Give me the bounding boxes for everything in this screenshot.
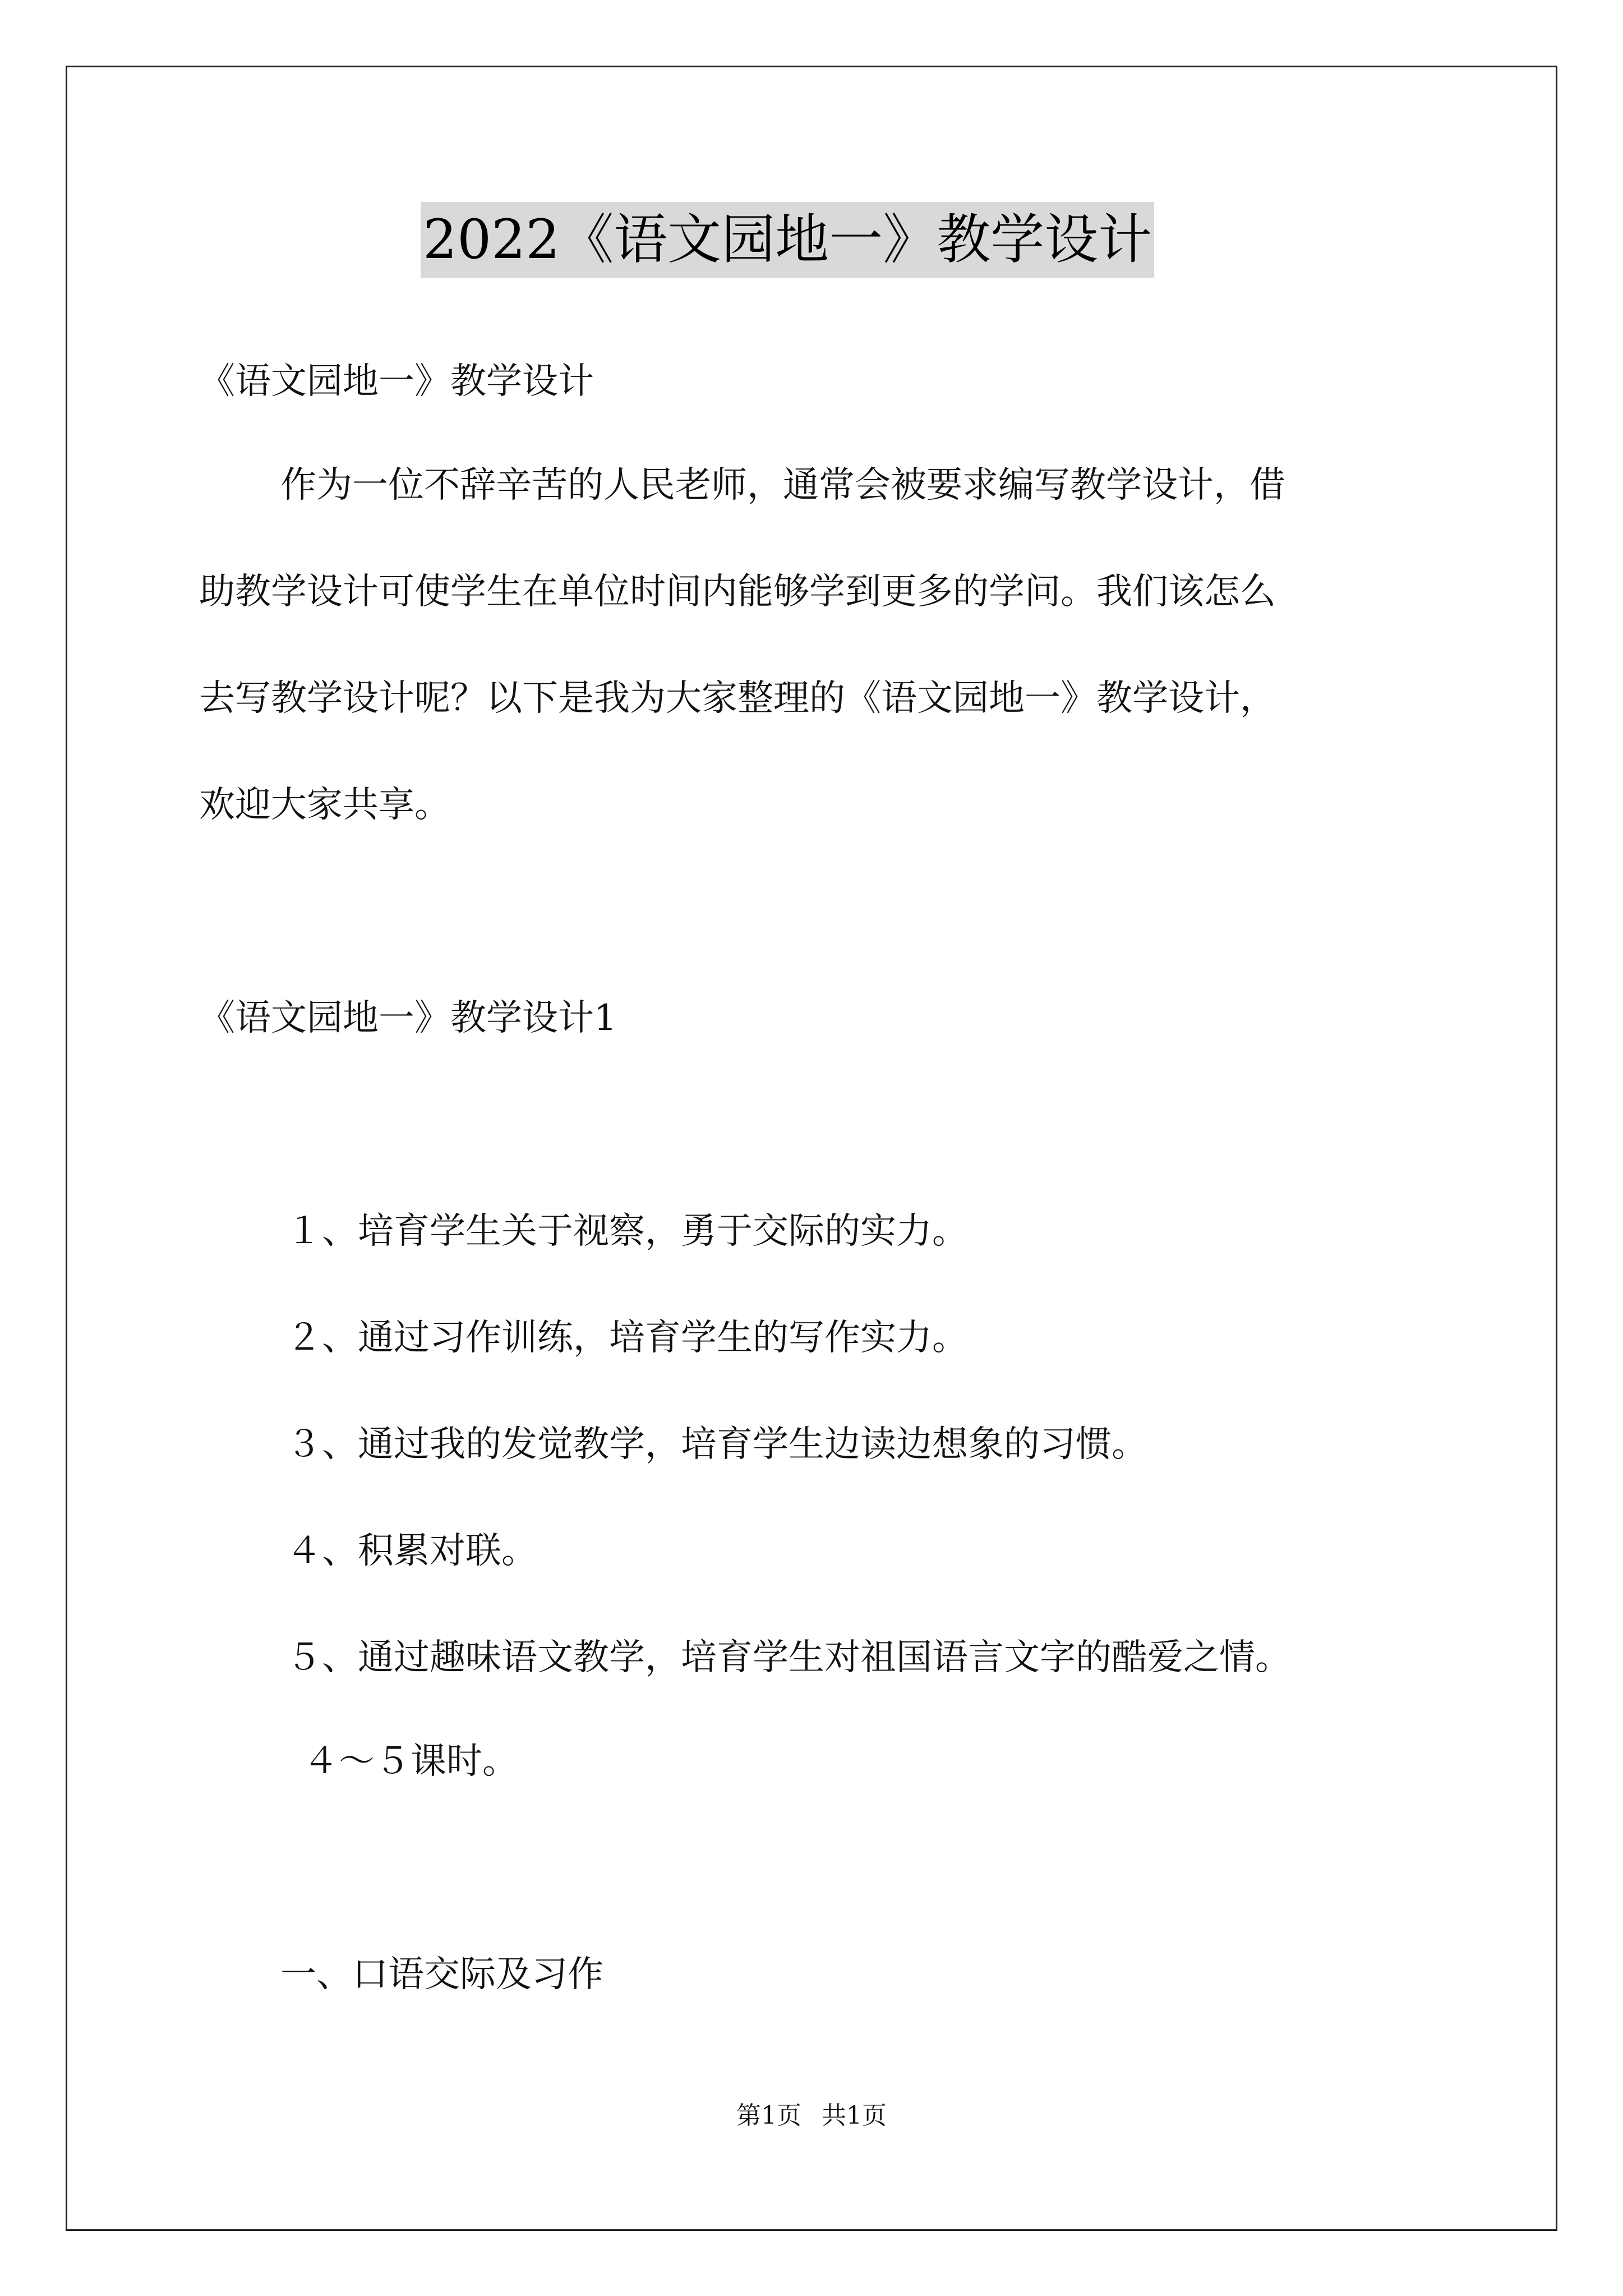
intro-line-3: 去写教学设计呢？以下是我为大家整理的《语文园地一》教学设计， xyxy=(199,678,1276,719)
page-footer xyxy=(0,2095,1623,2131)
goal-item-4: ４、积累对联。 xyxy=(286,1530,537,1572)
intro-line-2: 助教学设计可使学生在单位时间内能够学到更多的学问。我们该怎么 xyxy=(199,571,1276,613)
section-heading: 《语文园地一》教学设计1 xyxy=(199,997,617,1039)
goal-item-3: ３、通过我的发觉教学，培育学生边读边想象的习惯。 xyxy=(286,1424,1147,1465)
intro-line-1: 作为一位不辞辛苦的人民老师，通常会被要求编写教学设计，借 xyxy=(280,464,1285,506)
document-title: 2022《语文园地一》教学设计 xyxy=(421,202,1154,278)
part-heading: 一、口语交际及习作 xyxy=(280,1954,603,1995)
class-hours: ４～５课时。 xyxy=(303,1741,518,1782)
page-number: 第1页 xyxy=(736,2101,801,2130)
document-subtitle: 《语文园地一》教学设计 xyxy=(199,361,594,402)
goal-item-5: ５、通过趣味语文教学，培育学生对祖国语言文字的酷爱之情。 xyxy=(286,1637,1291,1678)
intro-line-4: 欢迎大家共享。 xyxy=(199,784,450,826)
goal-item-2: ２、通过习作训练，培育学生的写作实力。 xyxy=(286,1317,968,1359)
page-total: 共1页 xyxy=(822,2101,887,2130)
goal-item-1: １、培育学生关于视察，勇于交际的实力。 xyxy=(286,1211,968,1252)
